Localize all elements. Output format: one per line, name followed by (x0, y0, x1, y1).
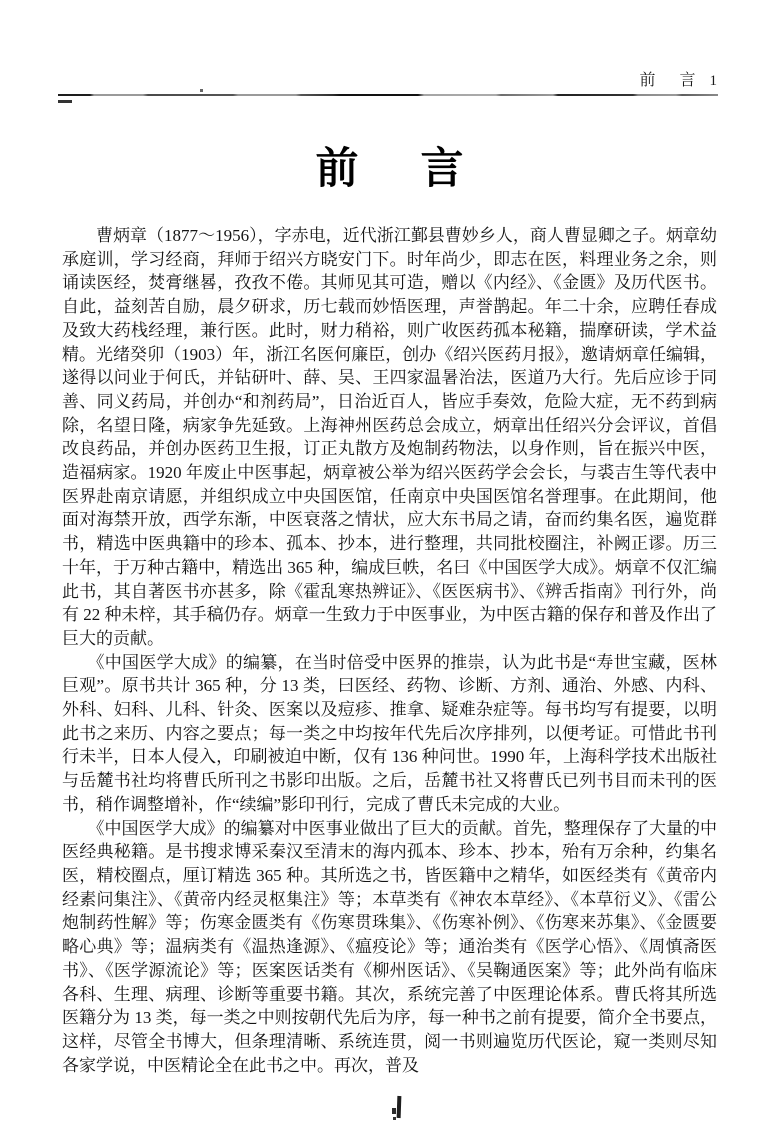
page-title (0, 146, 779, 192)
ink-smudge-mark (390, 1094, 406, 1122)
running-header-word-1: 前 (639, 72, 656, 89)
paragraph-1: 曹炳章（1877～1956），字赤电，近代浙江鄞县曹妙乡人，商人曹显卿之子。炳章幼承庭训，学习经商，拜师于绍兴方晓安门下。时年尚少，即志在医，料理业务之余，则诵读医经，焚膏继晷，孜孜不倦。其师见其可造，赠以《内经》、《金匮》及历代医书。自此，益刻苦自励，晨夕研求，历七载而妙悟医理，声誉鹊起。年二十余，应聘任春成及致大药栈经理，兼行医。此时，财力稍裕，则广收医药孤本秘籍，揣摩研读，学术益精。光绪癸卯（1903）年，浙江名医何廉臣，创办《绍兴医药月报》，邀请炳章任编辑，遂得以问业于何氏，并钻研叶、薛、吴、王四家温暑治法，医道乃大行。先后应诊于同善、同义药局，并创办“和剂药局”，日治近百人，皆应手奏效，危险大症，无不药到病除，名望日隆，病家争先延致。上海神州医药总会成立，炳章出任绍兴分会评议，首倡改良药品，并创办医药卫生报，订正丸散方及炮制药物法，以身作则，旨在振兴中医，造福病家。1920 年废止中医事起，炳章被公举为绍兴医药学会会长，与裘吉生等代表中医界赴南京请愿，并组织成立中央国医馆，任南京中央国医馆名誉理事。在此期间，他面对海禁开放，西学东渐，中医衰落之情状，应大东书局之请，奋而约集名医，遍览群书，精选中医典籍中的珍本、孤本、抄本，进行整理，共同批校圈注，补阙正谬。历三十年，于万种古籍中，精选出 365 种，编成巨帙，名曰《中国医学大成》。炳章不仅汇编此书，其自著医书亦甚多，除《霍乱寒热辨证》、《医医病书》、《辨舌指南》刊行外，尚有 22 种未梓，其手稿仍存。炳章一生致力于中医事业，为中医古籍的保存和普及作出了巨大的贡献。 (62, 226, 717, 648)
preface-body (62, 224, 717, 1077)
title-word-2: 言 (420, 145, 464, 193)
page-number: 1 (709, 73, 717, 89)
title-word-1: 前 (315, 145, 359, 193)
ink-smudge-bar (397, 1096, 402, 1118)
paragraph-3: 《中国医学大成》的编纂对中医事业做出了巨大的贡献。首先，整理保存了大量的中医经典秘籍。是书搜求博采秦汉至清末的海内孤本、珍本、抄本，殆有万余种，约集名医，精校圈点，厘订精选 365 种。其所选之书，皆医籍中之精华，如医经类有《黄帝内经素问集注》、《黄帝内经灵枢集注》等；本草类有《神农本草经》、《本草衍义》、《雷公炮制药性解》等；伤寒金匮类有《伤寒贯珠集》、《伤寒补例》、《伤寒来苏集》、《金匮要略心典》等；温病类有《温热逢源》、《瘟疫论》等；通治类有《医学心悟》、《周慎斋医书》、《医学源流论》等；医案医话类有《柳州医话》、《吴鞠通医案》等；此外尚有临床各科、生理、病理、诊断等重要书籍。其次，系统完善了中医理论体系。曹氏将其所选医籍分为 13 类，每一类之中则按朝代先后为序，每一种书之前有提要，简介全书要点，这样，尽管全书博大，但条理清晰、系统连贯，阅一书则遍览历代医论，窥一类则尽知各家学说，中医精论全在此书之中。再次，普及 (62, 818, 717, 1075)
header-rule (58, 94, 718, 96)
paragraph-2: 《中国医学大成》的编纂，在当时倍受中医界的推崇，认为此书是“寿世宝藏，医林巨观”。原书共计 365 种，分 13 类，曰医经、药物、诊断、方剂、通治、外感、内科、外科、妇科、儿科、针灸、医案以及痘疹、推拿、疑难杂症等。每书均写有提要，以明此书之来历、内容之要点；每一类之中均按年代先后次序排列，以便考证。可惜此书刊行未半，日本人侵入，印刷被迫中断，仅有 136 种问世。1990 年，上海科学技术出版社与岳麓书社均将曹氏所刊之书影印出版。之后，岳麓书社又将曹氏已列书目而未刊的医书，稍作调整增补，作“续编”影印刊行，完成了曹氏未完成的大业。 (62, 652, 717, 814)
running-header-word-2: 言 (679, 72, 696, 89)
running-header (0, 72, 717, 90)
ink-smudge-hook (392, 1108, 396, 1114)
scan-speck (58, 100, 72, 103)
scan-speck (200, 89, 203, 92)
ink-smudge-dot (393, 1117, 396, 1120)
